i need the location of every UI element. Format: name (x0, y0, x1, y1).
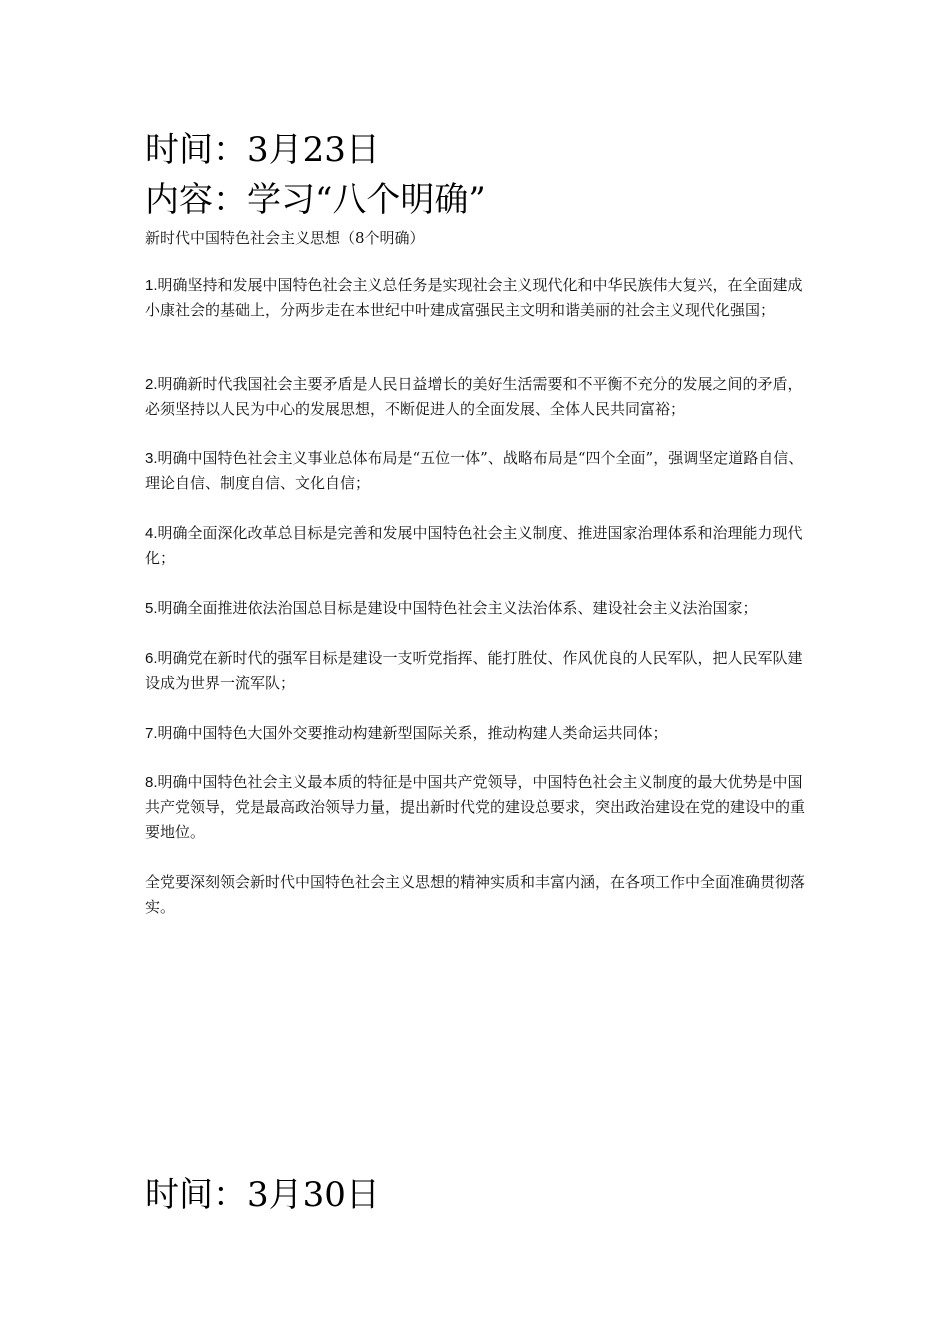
item-1 (145, 273, 815, 323)
item-number: 4. (145, 525, 158, 542)
item-number: 1. (145, 277, 158, 294)
item-8 (145, 770, 815, 845)
item-4 (145, 521, 815, 571)
item-number: 3. (145, 450, 158, 467)
item-text: 明确全面深化改革总目标是完善和发展中国特色社会主义制度、推进国家治理体系和治理能力现代化； (145, 524, 803, 567)
item-3 (145, 446, 815, 496)
date-heading-1: 时间：3月23日 (145, 130, 380, 170)
item-number: 2. (145, 376, 158, 393)
item-text: 明确中国特色大国外交要推动构建新型国际关系，推动构建人类命运共同体； (157, 724, 668, 742)
item-7 (145, 721, 815, 746)
item-text: 明确党在新时代的强军目标是建设一支听党指挥、能打胜仗、作风优良的人民军队，把人民军队建设成为世界一流军队； (145, 649, 803, 692)
date-heading-2: 时间：3月30日 (145, 1175, 380, 1215)
item-text: 明确中国特色社会主义事业总体布局是“五位一体”、战略布局是“四个全面”，强调坚定道路自信、理论自信、制度自信、文化自信； (145, 449, 804, 492)
item-5 (145, 596, 835, 621)
item-number: 8. (145, 774, 158, 791)
closing-paragraph: 全党要深刻领会新时代中国特色社会主义思想的精神实质和丰富内涵，在各项工作中全面准确贯彻落实。 (145, 873, 806, 916)
item-number: 7. (145, 725, 158, 742)
item-text: 明确坚持和发展中国特色社会主义总任务是实现社会主义现代化和中华民族伟大复兴，在全面建成小康社会的基础上，分两步走在本世纪中叶建成富强民主文明和谐美丽的社会主义现代化强国； (145, 276, 803, 319)
item-text: 明确新时代我国社会主要矛盾是人民日益增长的美好生活需要和不平衡不充分的发展之间的矛盾，必须坚持以人民为中心的发展思想，不断促进人的全面发展、全体人民共同富裕； (145, 375, 803, 418)
item-text: 明确全面推进依法治国总目标是建设中国特色社会主义法治体系、建设社会主义法治国家； (157, 599, 758, 617)
item-2 (145, 372, 815, 422)
item-text: 明确中国特色社会主义最本质的特征是中国共产党领导，中国特色社会主义制度的最大优势是中国共产党领导，党是最高政治领导力量，提出新时代党的建设总要求，突出政治建设在党的建设中的重要地位。 (145, 773, 806, 841)
content-heading: 内容：学习“八个明确” (145, 180, 486, 220)
item-number: 5. (145, 600, 158, 617)
item-6 (145, 646, 815, 696)
subtitle: 新时代中国特色社会主义思想（8个明确） (145, 229, 425, 247)
item-number: 6. (145, 650, 158, 667)
